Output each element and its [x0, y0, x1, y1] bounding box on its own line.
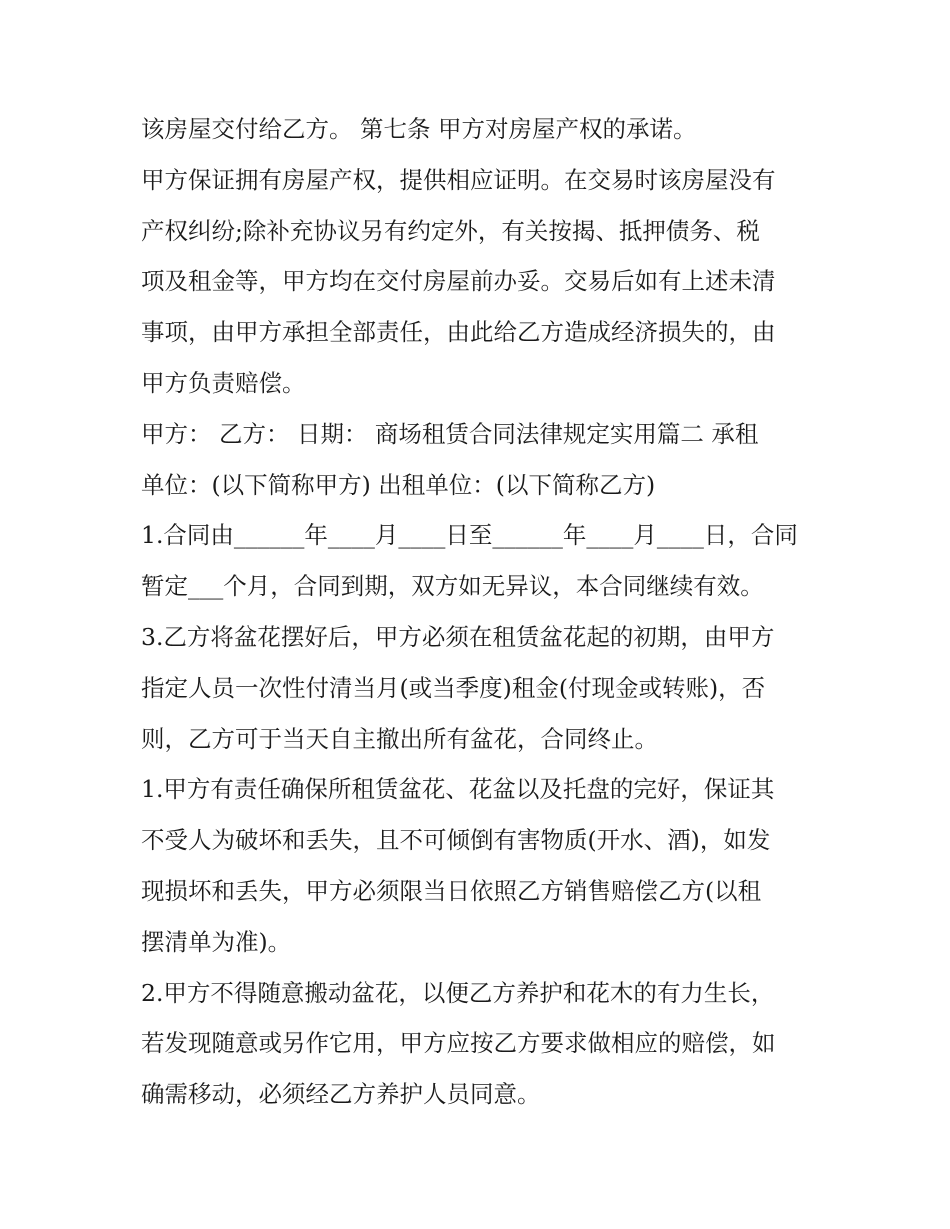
text-line: 则，乙方可于当天自主撤出所有盆花，合同终止。	[141, 724, 658, 753]
text-line: 项及租金等，甲方均在交付房屋前办妥。交易后如有上述未清	[141, 267, 776, 296]
text-line: 指定人员一次性付清当月(或当季度)租金(付现金或转账)，否	[141, 673, 766, 702]
text-line: 甲方： 乙方： 日期： 商场租赁合同法律规定实用篇二 承租	[141, 419, 759, 448]
text-line: 1.合同由______年____月____日至______年____月____日，合同	[141, 521, 798, 550]
text-line: 甲方保证拥有房屋产权，提供相应证明。在交易时该房屋没有	[141, 165, 776, 194]
text-line: 确需移动，必须经乙方养护人员同意。	[141, 1080, 541, 1109]
text-line: 产权纠纷;除补充协议另有约定外，有关按揭、抵押债务、税	[141, 216, 760, 245]
document-body	[141, 104, 821, 1120]
text-line: 若发现随意或另作它用，甲方应按乙方要求做相应的赔偿，如	[141, 1029, 776, 1058]
text-line: 不受人为破坏和丢失，且不可倾倒有害物质(开水、酒)，如发	[141, 826, 771, 855]
text-line: 3.乙方将盆花摆好后，甲方必须在租赁盆花起的初期，由甲方	[141, 622, 775, 651]
text-line: 2.甲方不得随意搬动盆花，以便乙方养护和花木的有力生长，	[141, 978, 775, 1007]
text-line: 暂定___个月，合同到期，双方如无异议，本合同继续有效。	[141, 572, 764, 601]
text-line: 该房屋交付给乙方。 第七条 甲方对房屋产权的承诺。	[141, 115, 697, 143]
text-line: 摆清单为准)。	[141, 927, 292, 956]
text-line: 事项，由甲方承担全部责任，由此给乙方造成经济损失的，由	[141, 318, 776, 347]
text-line: 现损坏和丢失，甲方必须限当日依照乙方销售赔偿乙方(以租	[141, 876, 762, 905]
text-line: 甲方负责赔偿。	[141, 368, 306, 397]
text-line: 1.甲方有责任确保所租赁盆花、花盆以及托盘的完好，保证其	[141, 775, 775, 804]
text-line: 单位：(以下简称甲方) 出租单位：(以下简称乙方)	[141, 470, 656, 499]
